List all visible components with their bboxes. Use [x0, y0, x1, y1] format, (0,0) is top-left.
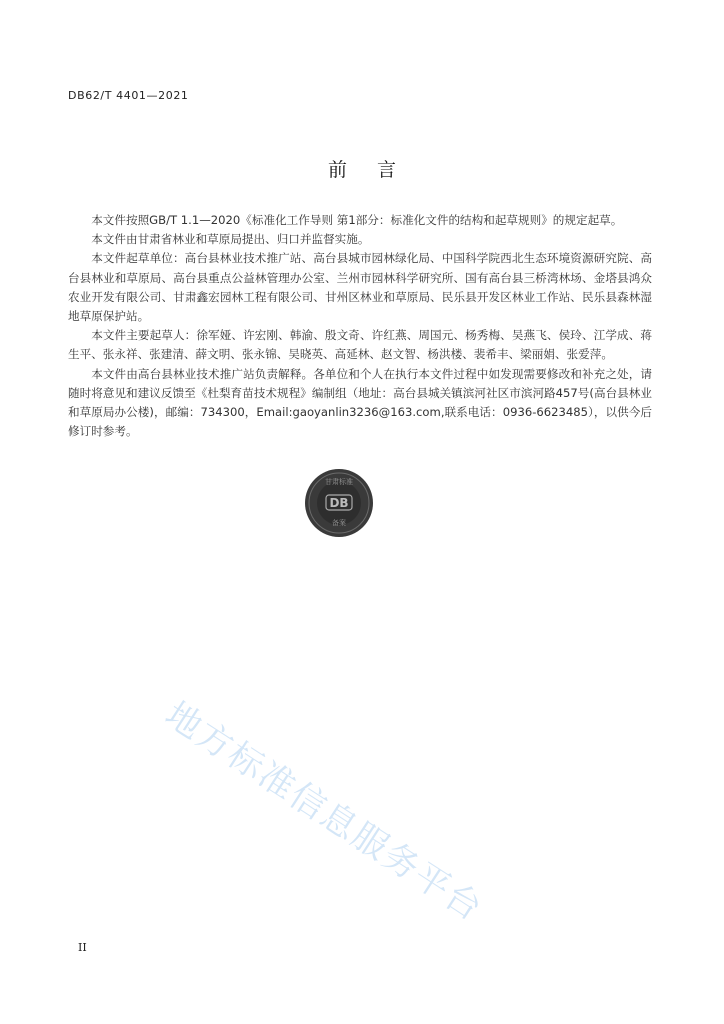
paragraph: 本文件主要起草人：徐军娅、许宏刚、韩渝、殷文奇、许红燕、周国元、杨秀梅、吴燕飞、侯玲、江学成、蒋生平、张永祥、张建清、薛文明、张永锦、吴晓英、高延林、赵文智、杨洪楼、裴希丰、梁丽娟、张爱萍。	[68, 328, 652, 362]
page-title: 前言	[327, 159, 426, 181]
paragraph: 本文件按照GB/T 1.1—2020《标准化工作导则 第1部分：标准化文件的结构和起草规则》的规定起草。	[91, 213, 623, 227]
page-number: II	[78, 941, 87, 954]
paragraph: 本文件由高台县林业技术推广站负责解释。各单位和个人在执行本文件过程中如发现需要修改和补充之处，请随时将意见和建议反馈至《杜梨育苗技术规程》编制组（地址：高台县城关镇滨河社区市滨河路457号(高台县林业和草原局办公楼)，邮编：734300，Email:gaoyanlin3236@163.com,联系电话：0936-6623485），以供今后修订时参考。	[68, 366, 652, 439]
preface-body	[68, 211, 652, 441]
watermark: 地方标准信息服务平台	[157, 694, 490, 930]
document-code: DB62/T 4401—2021	[68, 89, 189, 102]
paragraph: 本文件起草单位：高台县林业技术推广站、高台县城市园林绿化局、中国科学院西北生态环境资源研究院、高台县林业和草原局、高台县重点公益林管理办公室、兰州市园林科学研究所、国有高台县三桥湾林场、金塔县鸿众农业开发有限公司、甘肃鑫宏园林工程有限公司、甘州区林业和草原局、民乐县开发区林业工作站、民乐县森林湿地草原保护站。	[68, 251, 652, 324]
seal-top-text: 甘肃标准	[325, 478, 353, 486]
paragraph: 本文件由甘肃省林业和草原局提出、归口并监督实施。	[91, 232, 370, 247]
seal-center-text: DB	[329, 496, 349, 510]
seal-bottom-text: 备案	[332, 519, 346, 527]
filing-seal	[304, 468, 374, 538]
